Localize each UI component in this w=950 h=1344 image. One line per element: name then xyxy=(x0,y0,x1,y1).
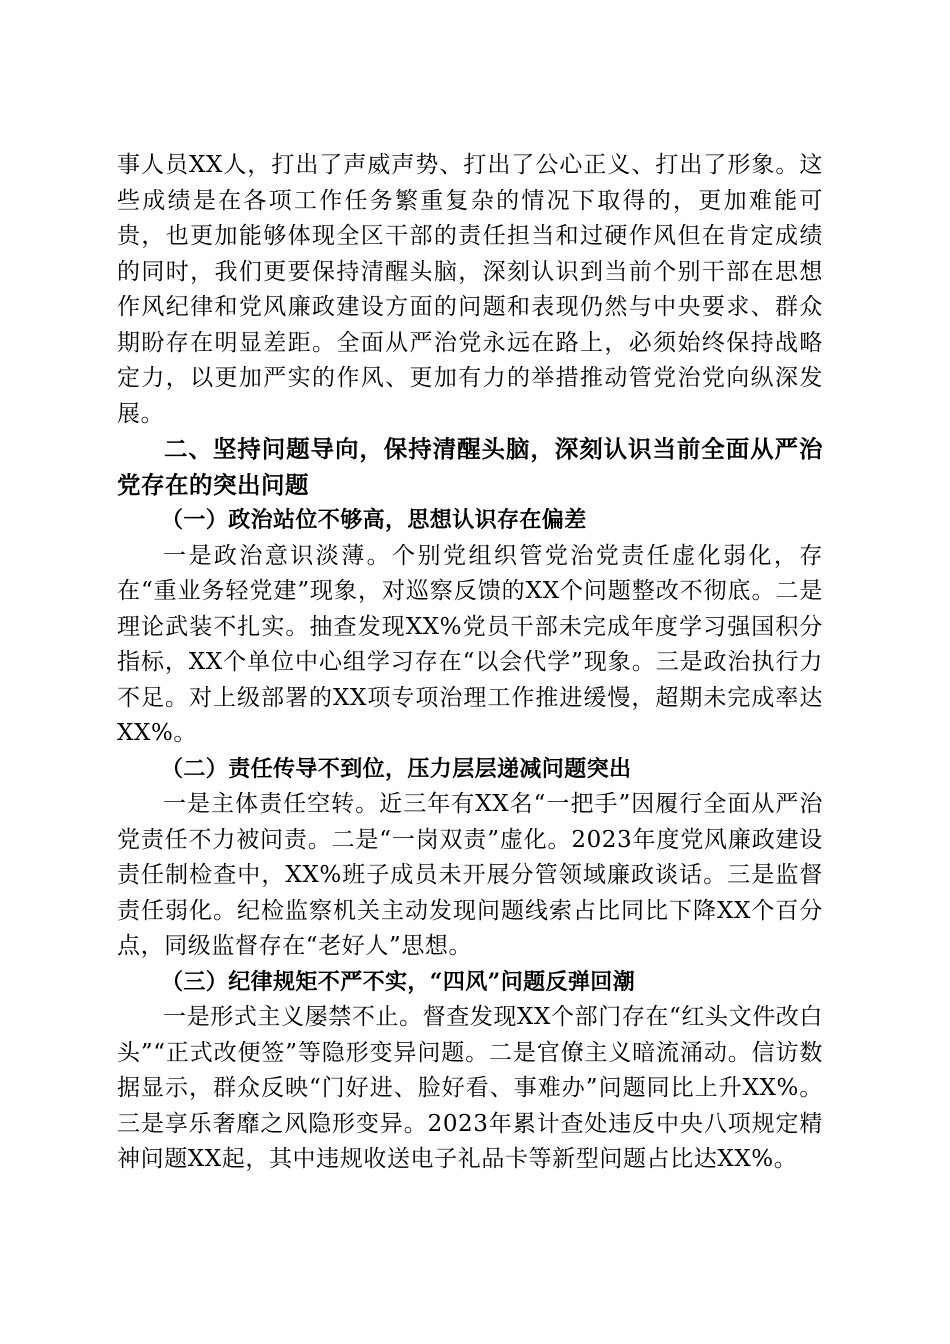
body-paragraph-4: 一是形式主义屡禁不止。督查发现XX个部门存在“红头文件改白头”“正式改便签”等隐形变异问题。二是官僚主义暗流涌动。信访数据显示，群众反映“门好进、脸好看、事难办”问题同比上升XX%。三是享乐奢靡之风隐形变异。2023年累计查处违反中央八项规定精神问题XX起，其中违规收送电子礼品卡等新型问题占比达XX%。 xyxy=(117,1004,823,1172)
section-heading-2: 二、坚持问题导向，保持清醒头脑，深刻认识当前全面从严治党存在的突出问题 xyxy=(117,435,823,499)
body-paragraph-3: 一是主体责任空转。近三年有XX名“一把手”因履行全面从严治党责任不力被问责。二是“一岗双责”虚化。2023年度党风廉政建设责任制检查中，XX%班子成员未开展分管领域廉政谈话。三是监督责任弱化。纪检监察机关主动发现问题线索占比同比下降XX个百分点，同级监督存在“老好人”思想。 xyxy=(117,791,823,959)
subsection-heading-3: （三）纪律规矩不严不实，“四风”问题反弹回潮 xyxy=(161,968,636,995)
document-page xyxy=(117,148,823,1178)
subsection-heading-2: （二）责任传导不到位，压力层层递减问题突出 xyxy=(161,755,632,782)
subsection-heading-1: （一）政治站位不够高，思想认识存在偏差 xyxy=(161,507,587,533)
body-paragraph-2: 一是政治意识淡薄。个别党组织管党治党责任虚化弱化，存在“重业务轻党建”现象，对巡察反馈的XX个问题整改不彻底。二是理论武装不扎实。抽查发现XX%党员干部未完成年度学习强国积分指标，XX个单位中心组学习存在“以会代学”现象。三是政治执行力不足。对上级部署的XX项专项治理工作推进缓慢，超期未完成率达XX%。 xyxy=(117,542,823,746)
body-paragraph-1: 事人员XX人，打出了声威声势、打出了公心正义、打出了形象。这些成绩是在各项工作任务繁重复杂的情况下取得的，更加难能可贵，也更加能够体现全区干部的责任担当和过硬作风但在肯定成绩的同时，我们更要保持清醒头脑，深刻认识到当前个别干部在思想作风纪律和党风廉政建设方面的问题和表现仍然与中央要求、群众期盼存在明显差距。全面从严治党永远在路上，必须始终保持战略定力，以更加严实的作风、更加有力的举措推动管党治党向纵深发展。 xyxy=(117,152,823,427)
